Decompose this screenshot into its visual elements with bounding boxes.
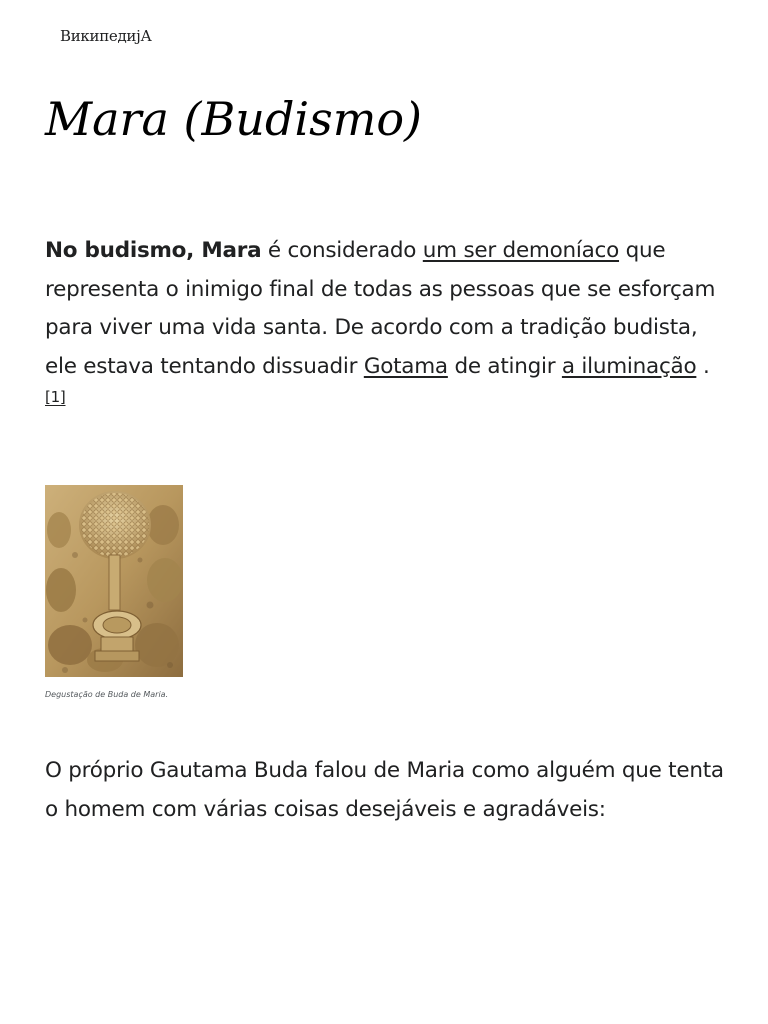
body-paragraph: O próprio Gautama Buda falou de Maria como alguém que tenta o homem com várias coisas desejáveis e agradáveis: <box>45 758 724 822</box>
intro-text-1: é considerado <box>261 238 423 263</box>
reference-1[interactable] <box>45 388 66 406</box>
figure-caption: Degustação de Buda de Maria. <box>45 690 169 699</box>
lead-bold-text: No budismo, Mara <box>45 238 262 263</box>
link-demon[interactable]: um ser demoníaco <box>422 238 620 263</box>
intro-text-2: que representa o inimigo final de todas as pessoas que se esforçam para viver uma vida santa. De acordo com a tradição budista, ele estava tentando dissuadir <box>45 238 716 379</box>
link-enlightenment[interactable]: a iluminação <box>561 353 697 379</box>
intro-text-4: . <box>696 353 710 379</box>
site-logo[interactable]: ВикипедијА <box>60 27 152 45</box>
intro-text-3: de atingir <box>447 353 562 379</box>
link-gotama[interactable]: Gotama <box>363 353 448 379</box>
intro-paragraph <box>45 232 717 425</box>
figure-image[interactable] <box>45 485 183 677</box>
page-title: Mara (Budismo) <box>45 92 422 146</box>
reference-link[interactable]: [1] <box>45 388 66 406</box>
